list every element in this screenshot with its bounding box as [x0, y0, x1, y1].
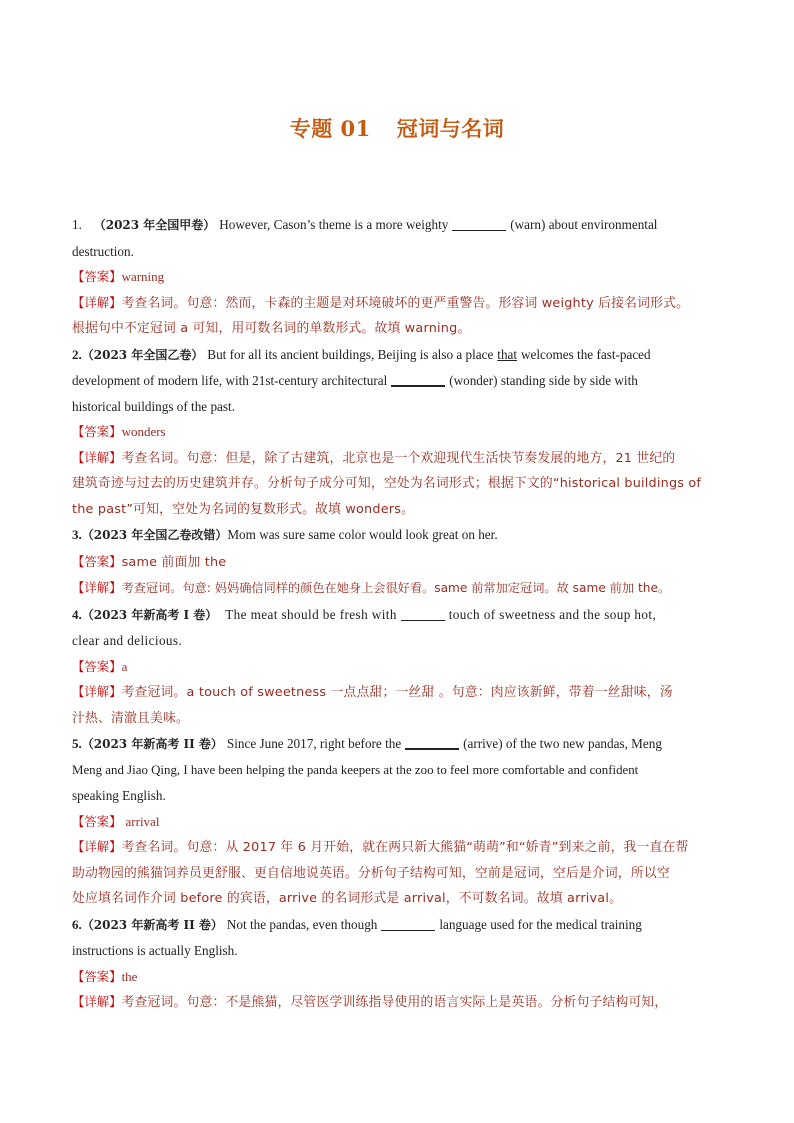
page-title	[0, 113, 794, 143]
q3-number: 3.	[72, 527, 82, 542]
q1-explain-text-2: 根据句中不定冠词 a 可知，用可数名词的单数形式。故填 warning。	[72, 321, 471, 336]
explain-label: 【详解】	[72, 449, 122, 465]
q1-explain-text-1: 考查名词。句意：然而，卡森的主题是对环境破坏的更严重警告。形容词 weighty 后接名词形式。	[121, 295, 690, 311]
q5-text-cont: (arrive) of the two new pandas, Meng	[463, 736, 662, 751]
q4-text: The meat should be fresh with	[225, 606, 397, 622]
explain-label: 【详解】	[72, 994, 122, 1009]
q3-explain	[72, 575, 724, 602]
title-main: 冠词与名词	[396, 116, 505, 141]
q5-text: Since June 2017, right before the	[226, 736, 402, 751]
q6-blank[interactable]	[381, 916, 435, 931]
q4-answer	[72, 654, 724, 680]
q3-text: Mom was sure same color would look great on her.	[227, 527, 498, 542]
q3-answer-value: same 前面加 the	[121, 554, 227, 570]
q4-stem-line1	[72, 602, 724, 629]
q6-answer-value: the	[121, 968, 138, 984]
q6-explain	[72, 989, 724, 1016]
q2-stem-line1	[72, 342, 724, 369]
q1-stem-line2: destruction.	[72, 243, 134, 259]
q2-text: But for all its ancient buildings, Beijing is also a place	[207, 346, 494, 362]
q5-blank[interactable]	[405, 734, 459, 750]
q2-stem-line3: historical buildings of the past.	[72, 398, 235, 414]
q2-text-line2-cont: (wonder) standing side by side with	[449, 373, 638, 388]
q1-number: 1.	[72, 217, 82, 232]
q2-explain-text-1: 考查名词。句意：但是，除了古建筑，北京也是一个欢迎现代生活快节奏发展的地方，21 世纪的	[121, 450, 676, 466]
q2-answer-value: wonders	[121, 424, 166, 439]
q2-text-line2: development of modern life, with 21st-century architectural	[72, 373, 388, 388]
q1-answer	[72, 264, 724, 290]
answer-label: 【答案】	[72, 658, 122, 674]
explain-label: 【详解】	[72, 294, 122, 310]
question-list	[72, 212, 724, 1016]
q5-explain-text-1: 考查名词。句意：从 2017 年 6 月开始，就在两只新大熊猫“萌萌”和“娇青”到来之前，我一直在帮	[121, 840, 689, 855]
q1-source: （2023 年全国甲卷）	[93, 218, 216, 232]
answer-label: 【答案】	[72, 813, 122, 829]
q1-answer-value: warning	[121, 269, 165, 284]
q2-text-cont: welcomes the fast-paced	[521, 346, 651, 362]
explain-label: 【详解】	[72, 580, 122, 595]
q4-explain-text-2: 汁热、清澈且美味。	[72, 710, 189, 726]
q2-explain-text-2: 建筑奇迹与过去的历史建筑并存。分析句子成分可知，空处为名词形式；根据下文的“historical buildings of	[72, 476, 702, 491]
q2-blank[interactable]	[391, 371, 445, 387]
q4-blank[interactable]	[401, 606, 445, 621]
q1-blank[interactable]	[452, 216, 506, 231]
explain-label: 【详解】	[72, 684, 122, 699]
q1-text-cont: (warn) about environmental	[510, 217, 658, 232]
q3-answer	[72, 549, 724, 576]
q6-text: Not the pandas, even though	[226, 916, 378, 932]
q2-number: 2.	[72, 346, 82, 362]
q2-explain	[72, 445, 724, 472]
q6-answer	[72, 964, 724, 990]
q2-underlined-word: that	[497, 346, 518, 362]
q5-source: （2023 年新高考 II 卷）	[81, 737, 223, 751]
q5-answer-value: arrival	[125, 813, 160, 829]
q1-explain	[72, 290, 724, 317]
q4-explain	[72, 679, 724, 706]
q1-text: However, Cason’s theme is a more weighty	[219, 217, 449, 232]
q6-stem-line1	[72, 912, 724, 939]
answer-label: 【答案】	[72, 553, 122, 569]
q5-answer	[72, 809, 724, 835]
q4-number: 4.	[72, 606, 82, 622]
title-prefix: 专题 01	[289, 116, 371, 141]
q3-explain-text-1: 考查冠词。句意: 妈妈确信同样的颜色在她身上会很好看。same 前常加定冠词。故 same 前加 the。	[121, 581, 671, 595]
answer-label: 【答案】	[72, 968, 122, 984]
q4-text-cont: touch of sweetness and the soup hot,	[448, 606, 657, 622]
q6-text-cont: language used for the medical training	[439, 916, 642, 932]
q4-answer-value: a	[121, 658, 128, 674]
q5-explain	[72, 834, 724, 861]
q6-stem-line2: instructions is actually English.	[72, 943, 238, 958]
q5-explain-text-3: 处应填名词作介词 before 的宾语，arrive 的名词形式是 arrival，不可数名词。故填 arrival。	[72, 891, 623, 906]
q5-explain-text-2: 助动物园的熊猫饲养员更舒服、更自信地说英语。分析句子结构可知，空前是冠词，空后是介词，所以空	[72, 865, 670, 881]
explain-label: 【详解】	[72, 839, 122, 854]
q4-explain-text-1: 考查冠词。a touch of sweetness 一点点甜；一丝甜 。句意：肉应该新鲜，带着一丝甜味，汤	[121, 685, 673, 700]
q4-source: （2023 年新高考 I 卷）	[81, 607, 218, 622]
answer-label: 【答案】	[72, 424, 122, 439]
q2-source: （2023 年全国乙卷）	[81, 347, 204, 362]
q2-explain-text-3: the past”可知，空处为名词的复数形式。故填 wonders。	[72, 501, 415, 517]
q1-stem-line1	[72, 212, 724, 239]
q5-stem-line3: speaking English.	[72, 788, 166, 803]
q5-stem-line2: Meng and Jiao Qing, I have been helping the panda keepers at the zoo to feel more comfortable and confident	[72, 762, 639, 777]
q5-stem-line1	[72, 731, 724, 758]
q6-number: 6.	[72, 916, 82, 932]
q4-stem-line2: clear and delicious.	[72, 633, 183, 648]
q6-explain-text-1: 考查冠词。句意：不是熊猫，尽管医学训练指导使用的语言实际上是英语。分析句子结构可知，	[121, 995, 668, 1010]
q3-stem-line1	[72, 522, 724, 549]
q6-source: （2023 年新高考 II 卷）	[81, 917, 223, 932]
q2-stem-line2	[72, 368, 724, 394]
q2-answer	[72, 419, 724, 445]
q3-source: （2023 年全国乙卷改错）	[81, 528, 228, 542]
q5-number: 5.	[72, 736, 82, 751]
answer-label: 【答案】	[72, 269, 122, 284]
